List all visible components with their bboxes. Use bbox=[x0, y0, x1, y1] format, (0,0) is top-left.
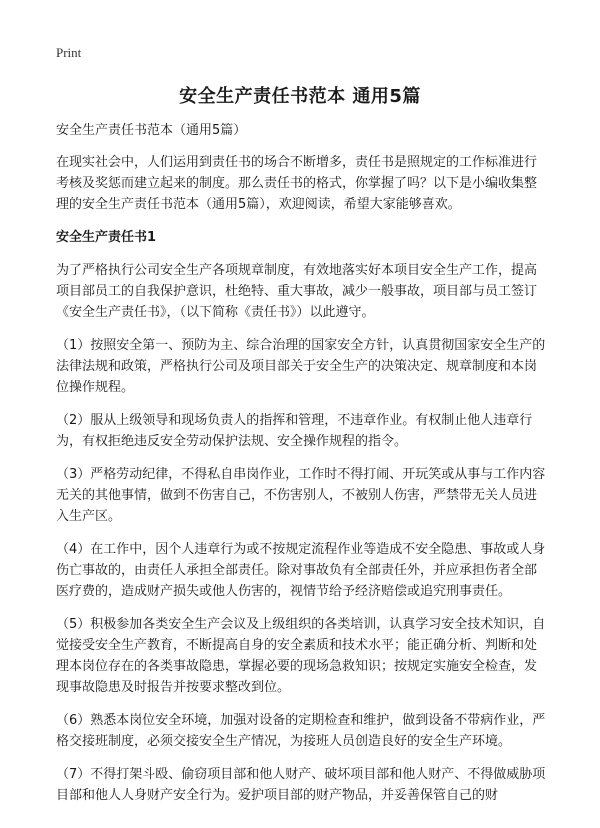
intro-paragraph: 在现实社会中，人们运用到责任书的场合不断增多，责任书是照规定的工作标准进行考核及奖惩而建立起来的制度。那么责任书的格式，你掌握了吗？以下是小编收集整理的安全生产责任书范本（通用5篇），欢迎阅读，希望大家能够喜欢。 bbox=[56, 155, 538, 212]
clause-paragraph-7: （7）不得打架斗殴、偷窃项目部和他人财产、破坏项目部和他人财产、不得做威胁项目部和他人人身财产安全行为。爱护项目部的财产物品，并妥善保管自己的财 bbox=[56, 767, 546, 803]
clause-paragraph-3: （3）严格劳动纪律，不得私自串岗作业，工作时不得打闹、开玩笑或从事与工作内容无关的其他事情，做到不伤害自己，不伤害别人，不被别人伤害，严禁带无关人员进入生产区。 bbox=[56, 467, 546, 524]
clause-paragraph-1: （1）按照安全第一、预防为主、综合治理的国家安全方针，认真贯彻国家安全生产的法律法规和政策，严格执行公司及项目部关于安全生产的决策决定、规章制度和本岗位操作规程。 bbox=[56, 338, 546, 395]
clause-paragraph-6: （6）熟悉本岗位安全环境，加强对设备的定期检查和维护，做到设备不带病作业，严格交接班制度，必须交接安全生产情况，为接班人员创造良好的安全生产环境。 bbox=[56, 713, 546, 749]
document-body bbox=[56, 120, 548, 818]
print-label: Print bbox=[56, 45, 82, 60]
clause-paragraph-4: （4）在工作中，因个人违章行为或不按规定流程作业等造成不安全隐患、事故或人身伤亡事故的，由责任人承担全部责任。除对事故负有全部责任外，并应承担伤者全部医疗费的，造成财产损失或他人伤害的，视情节给予经济赔偿或追究刑事责任。 bbox=[56, 542, 546, 599]
clause-paragraph-2: （2）服从上级领导和现场负责人的指挥和管理，不违章作业。有权制止他人违章行为，有权拒绝违反安全劳动保护法规、安全操作规程的指令。 bbox=[56, 413, 533, 449]
clause-paragraph-5: （5）积极参加各类安全生产会议及上级组织的各类培训，认真学习安全技术知识，自觉接受安全生产教育，不断提高自身的安全素质和技术水平；能正确分析、判断和处理本岗位存在的各类事故隐患，掌握必要的现场急救知识；按规定实施安全检查，发现事故隐患及时报告并按要求整改到位。 bbox=[56, 617, 546, 695]
section-heading: 安全生产责任书1 bbox=[56, 230, 157, 245]
body-paragraph: 为了严格执行公司安全生产各项规章制度，有效地落实好本项目安全生产工作，提高项目部员工的自我保护意识，杜绝特、重大事故，减少一般事故，项目部与员工签订《安全生产责任书》，（以下简称《责任书》）以此遵守。 bbox=[56, 263, 538, 320]
document-subtitle: 安全生产责任书范本（通用5篇） bbox=[56, 123, 247, 138]
page-title: 安全生产责任书范本 通用5篇 bbox=[179, 86, 421, 107]
